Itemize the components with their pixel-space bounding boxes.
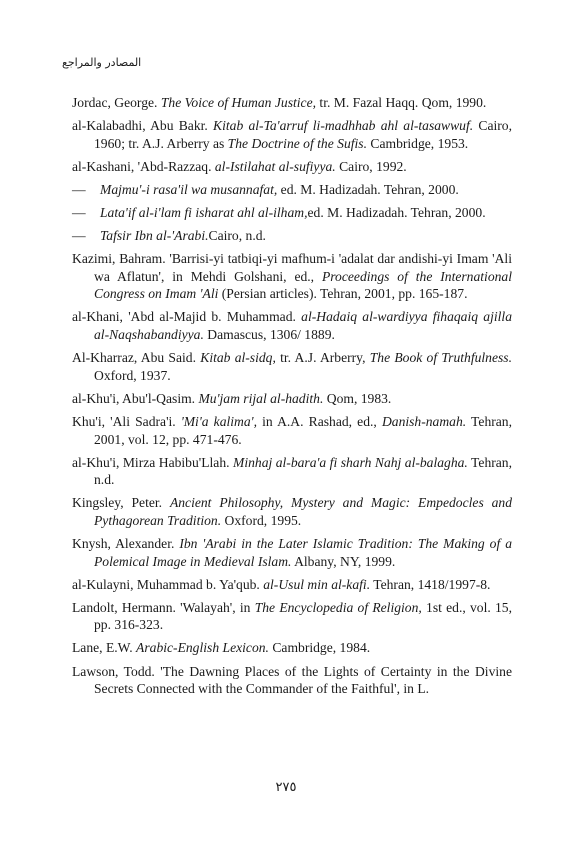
bib-entry-kazimi <box>72 250 512 303</box>
entry-title: Kitab al-Ta'arruf li-madhhab ahl al-tasawwuf. <box>213 118 474 134</box>
entry-title: Lata'if al-i'lam fi isharat ahl al-ilham, <box>100 204 308 220</box>
bib-entry-kingsley <box>72 494 512 529</box>
entry-text: Jordac, George. <box>72 95 161 110</box>
entry-text: Cairo, n.d. <box>208 228 266 244</box>
bib-entry-kharraz <box>72 349 512 384</box>
entry-text: al-Kulayni, Muhammad b. Ya'qub. <box>72 576 264 592</box>
entry-text: Tehran, 2001, vol. 12, pp. 471-476. <box>94 413 512 447</box>
bib-entry-kashani-tafsir <box>72 227 512 245</box>
entry-title: Kitab al-sidq, <box>200 350 276 366</box>
entry-text: Lawson, Todd. 'The Dawning Places of the Lights of Certainty in the Divine Secrets Connected with the Commander of the Faithful', in L. <box>72 663 512 697</box>
entry-text: Tehran, 1418/1997-8. <box>370 576 491 592</box>
entry-title: The Book of Truthfulness. <box>369 350 512 366</box>
entry-title: al-Hadaiq al-wardiyya fihaqaiq ajilla al-Naqshabandiyya. <box>94 309 513 343</box>
entry-text: (Persian articles). Tehran, 2001, pp. 165-187. <box>218 286 468 302</box>
entry-text: ed. M. Hadizadah. Tehran, 2000. <box>307 204 486 220</box>
entry-title: Mu'jam rijal al-hadith. <box>198 390 324 406</box>
entry-text: al-Khani, 'Abd al-Majid b. Muhammad. <box>72 309 302 325</box>
entry-text: Khu'i, 'Ali Sadra'i. <box>72 413 181 429</box>
entry-text: al-Kalabadhi, Abu Bakr. <box>72 118 214 134</box>
entry-text: Oxford, 1995. <box>221 512 302 528</box>
entry-title: al-Istilahat al-sufiyya. <box>214 158 336 174</box>
entry-title: The Encyclopedia of Religion, <box>254 599 422 615</box>
entry-title: Arabic-English Lexicon. <box>136 640 269 656</box>
bib-entry-kashani <box>72 158 512 176</box>
entry-text: Kazimi, Bahram. 'Barrisi-yi tatbiqi-yi mafhum-i 'adalat dar andishi-yi Imam 'Ali wa Aflatun', in Mehdi Golshani, ed., <box>72 251 512 284</box>
entry-title: Ibn 'Arabi in the Later Islamic Tradition: The Making of a Polemical Image in Medieval Islam. <box>94 535 512 569</box>
entry-text: tr. A.J. Arberry, <box>275 350 370 366</box>
entry-text: Lane, E.W. <box>72 640 137 656</box>
entry-text: ed. M. Hadizadah. Tehran, 2000. <box>277 181 459 197</box>
bib-entry-kalabadhi <box>72 117 512 152</box>
repeat-author-dash: — <box>72 181 86 197</box>
entry-text: Cairo, 1960; tr. A.J. Arberry as <box>94 118 513 151</box>
entry-text: Cambridge, 1984. <box>268 640 371 656</box>
bib-entry-kulayni <box>72 576 512 594</box>
entry-title: Majmu'-i rasa'il wa musannafat, <box>100 181 278 197</box>
entry-text: Cairo, 1992. <box>335 158 407 174</box>
bib-entry-khui-ali-sadrai <box>72 413 512 448</box>
entry-title: Danish-namah. <box>381 413 467 429</box>
entry-text: Cambridge, 1953. <box>367 135 469 151</box>
entry-text: al-Khu'i, Mirza Habibu'Llah. <box>72 454 233 470</box>
entry-text: Qom, 1983. <box>323 390 392 406</box>
bib-entry-lawson <box>72 663 512 698</box>
bib-entry-khui-abul-qasim <box>72 390 512 408</box>
entry-title: Proceedings of the International Congress on Imam 'Ali <box>94 268 512 302</box>
bib-entry-knysh <box>72 535 512 570</box>
bib-entry-kashani-lataif <box>72 204 512 222</box>
bibliography-list <box>72 94 512 703</box>
bib-entry-khani <box>72 308 512 343</box>
entry-text: al-Khu'i, Abu'l-Qasim. <box>72 390 199 406</box>
running-header: المصادر والمراجع <box>62 56 142 69</box>
entry-text: in A.A. Rashad, ed., <box>256 413 382 429</box>
entry-text: Albany, NY, 1999. <box>291 553 396 569</box>
entry-text: al-Kashani, 'Abd-Razzaq. <box>72 158 215 174</box>
bib-entry-lane <box>72 639 512 657</box>
repeat-author-dash: — <box>72 228 86 244</box>
bib-entry-khui-habibullah <box>72 454 512 489</box>
entry-text: Kingsley, Peter. <box>72 495 170 511</box>
entry-title: The Doctrine of the Sufis. <box>227 135 367 151</box>
repeat-author-dash: — <box>72 204 86 220</box>
entry-title: Minhaj al-bara'a fi sharh Nahj al-balagha. <box>233 454 468 470</box>
entry-text: 1st ed., vol. 15, pp. 316-323. <box>94 599 512 633</box>
entry-title: The Voice of Human Justice, <box>160 95 317 110</box>
bib-entry-jordac <box>72 94 512 112</box>
page-number: ٢٧٥ <box>275 780 297 795</box>
entry-text: Landolt, Hermann. 'Walayah', in <box>72 599 255 615</box>
bib-entry-kashani-majmu <box>72 181 512 199</box>
entry-text: Tehran, n.d. <box>94 454 512 488</box>
entry-title: 'Mi'a kalima', <box>180 413 257 429</box>
entry-text: Al-Kharraz, Abu Said. <box>72 350 201 366</box>
entry-text: tr. M. Fazal Haqq. Qom, 1990. <box>316 95 487 110</box>
entry-text: Knysh, Alexander. <box>72 535 180 551</box>
entry-title: al-Usul min al-kafi. <box>263 576 371 592</box>
bib-entry-landolt <box>72 599 512 634</box>
entry-title: Tafsir Ibn al-'Arabi. <box>100 228 209 244</box>
entry-text: Damascus, 1306/ 1889. <box>203 327 335 343</box>
entry-text: Oxford, 1937. <box>94 367 171 383</box>
entry-title: Ancient Philosophy, Mystery and Magic: Empedocles and Pythagorean Tradition. <box>94 495 513 528</box>
